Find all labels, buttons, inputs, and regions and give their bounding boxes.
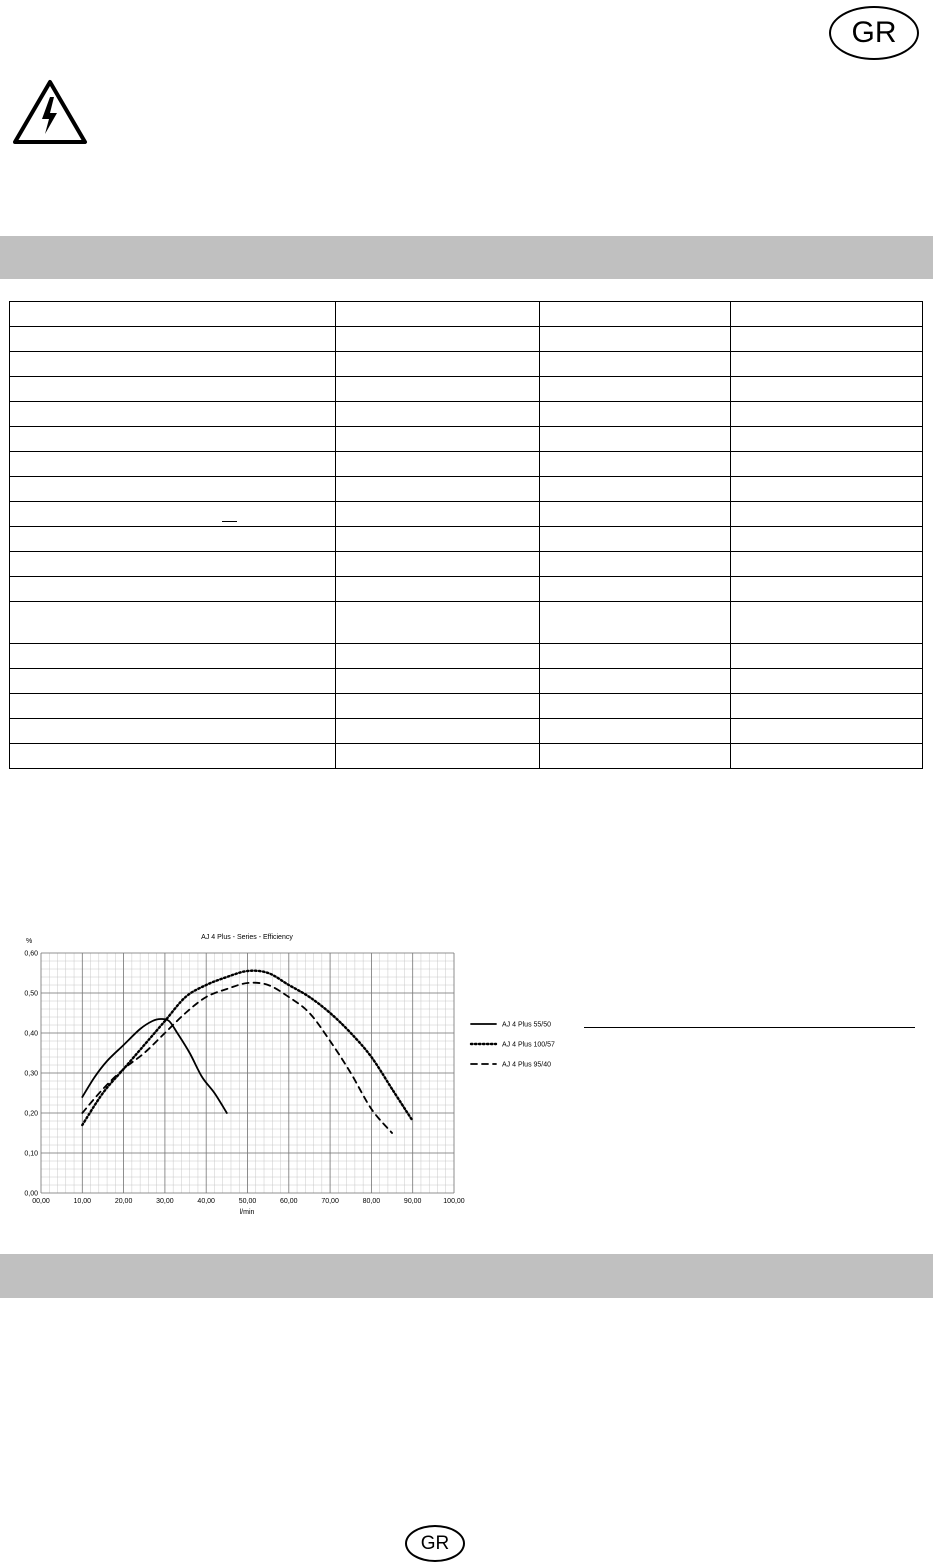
table-cell (540, 502, 731, 527)
y-tick-label: 0,40 (24, 1030, 38, 1038)
table-cell (336, 352, 540, 377)
table-cell (10, 552, 336, 577)
signature-line (584, 1027, 915, 1028)
table-cell (336, 477, 540, 502)
x-tick-label: 70,00 (321, 1198, 339, 1205)
table-row (10, 452, 923, 477)
table-cell (336, 744, 540, 769)
table-cell (10, 327, 336, 352)
table-cell (540, 477, 731, 502)
table-cell (540, 552, 731, 577)
table-cell (10, 744, 336, 769)
technical-data-table (9, 301, 923, 769)
x-tick-label: 30,00 (156, 1198, 174, 1205)
table-row (10, 744, 923, 769)
table-row (10, 327, 923, 352)
x-tick-label: 100,00 (443, 1198, 465, 1205)
table-cell (731, 602, 923, 644)
table-cell (731, 669, 923, 694)
y-tick-label: 0,20 (24, 1110, 38, 1118)
table-cell (731, 477, 923, 502)
table-cell (10, 669, 336, 694)
table-cell (540, 644, 731, 669)
y-axis-label: % (26, 938, 33, 945)
table-cell (731, 502, 923, 527)
x-tick-label: 10,00 (73, 1198, 92, 1205)
table-cell (540, 452, 731, 477)
table-cell (10, 602, 336, 644)
x-tick-label: 00,00 (32, 1198, 50, 1205)
fraction-bar (222, 521, 237, 522)
table-cell (731, 377, 923, 402)
table-cell (10, 452, 336, 477)
table-row (10, 477, 923, 502)
table-cell (336, 402, 540, 427)
table-cell (336, 377, 540, 402)
section-header-bar (0, 1254, 933, 1298)
grid-major (41, 953, 454, 1193)
table-cell (731, 577, 923, 602)
table-cell (336, 552, 540, 577)
legend-label: AJ 4 Plus 95/40 (502, 1061, 552, 1069)
table-cell (540, 402, 731, 427)
x-tick-label: 50,00 (238, 1198, 257, 1205)
table-cell (731, 719, 923, 744)
table-row (10, 502, 923, 527)
table-cell (540, 527, 731, 552)
table-cell (540, 327, 731, 352)
table-row (10, 302, 923, 327)
table-cell (731, 644, 923, 669)
table-row (10, 527, 923, 552)
table-cell (540, 694, 731, 719)
table-row (10, 402, 923, 427)
table-row (10, 669, 923, 694)
table-row (10, 427, 923, 452)
chart-title: AJ 4 Plus - Series - Efficiency (201, 934, 293, 941)
table-cell (10, 352, 336, 377)
table-cell (10, 527, 336, 552)
table-cell (10, 694, 336, 719)
table-cell (540, 377, 731, 402)
table-cell (540, 352, 731, 377)
table-cell (540, 719, 731, 744)
section-header-bar (0, 236, 933, 279)
legend-label: AJ 4 Plus 55/50 (502, 1021, 552, 1029)
table-cell (336, 427, 540, 452)
table-row (10, 552, 923, 577)
table-cell (336, 452, 540, 477)
table-row (10, 694, 923, 719)
x-tick-label: 60,00 (280, 1198, 298, 1205)
table-cell (336, 669, 540, 694)
table-cell (540, 744, 731, 769)
table-cell (731, 694, 923, 719)
table-row (10, 377, 923, 402)
table-row (10, 644, 923, 669)
efficiency-chart (18, 925, 578, 1225)
table-cell (10, 719, 336, 744)
table-cell (731, 352, 923, 377)
table-cell (731, 527, 923, 552)
y-tick-label: 0,50 (24, 990, 38, 998)
x-axis-label: l/min (239, 1209, 255, 1216)
table-cell (10, 502, 336, 527)
y-tick-label: 0,30 (24, 1070, 38, 1078)
table-cell (10, 377, 336, 402)
table-cell (336, 602, 540, 644)
table-row (10, 352, 923, 377)
table-cell (336, 502, 540, 527)
table-cell (731, 552, 923, 577)
country-badge: GR (829, 6, 919, 60)
table-row (10, 602, 923, 644)
series-line (82, 983, 392, 1133)
legend-label: AJ 4 Plus 100/57 (502, 1041, 555, 1049)
table-cell (731, 452, 923, 477)
table-cell (731, 427, 923, 452)
table-cell (540, 302, 731, 327)
table-cell (540, 427, 731, 452)
chart-legend (471, 1022, 555, 1069)
table-cell (336, 719, 540, 744)
electric-hazard-icon (12, 79, 88, 145)
y-tick-label: 0,60 (24, 950, 38, 958)
country-badge-footer: GR (405, 1525, 465, 1562)
table-cell (10, 577, 336, 602)
table-cell (540, 577, 731, 602)
x-tick-label: 20,00 (114, 1198, 133, 1205)
table-cell (336, 327, 540, 352)
table-cell (731, 327, 923, 352)
table-cell (731, 744, 923, 769)
table-cell (540, 669, 731, 694)
table-cell (731, 302, 923, 327)
table-cell (336, 302, 540, 327)
x-tick-label: 80,00 (362, 1198, 381, 1205)
table-row (10, 719, 923, 744)
table-cell (10, 302, 336, 327)
table-cell (336, 644, 540, 669)
table-cell (10, 477, 336, 502)
y-tick-label: 0,10 (24, 1150, 38, 1158)
table-cell (336, 527, 540, 552)
table-cell (731, 402, 923, 427)
table-cell (336, 694, 540, 719)
x-tick-label: 90,00 (403, 1198, 422, 1205)
x-tick-label: 40,00 (197, 1198, 215, 1205)
table-cell (10, 644, 336, 669)
y-tick-label: 0,00 (24, 1190, 38, 1198)
table-cell (336, 577, 540, 602)
table-cell (10, 402, 336, 427)
table-row (10, 577, 923, 602)
table-cell (540, 602, 731, 644)
table-cell (10, 427, 336, 452)
